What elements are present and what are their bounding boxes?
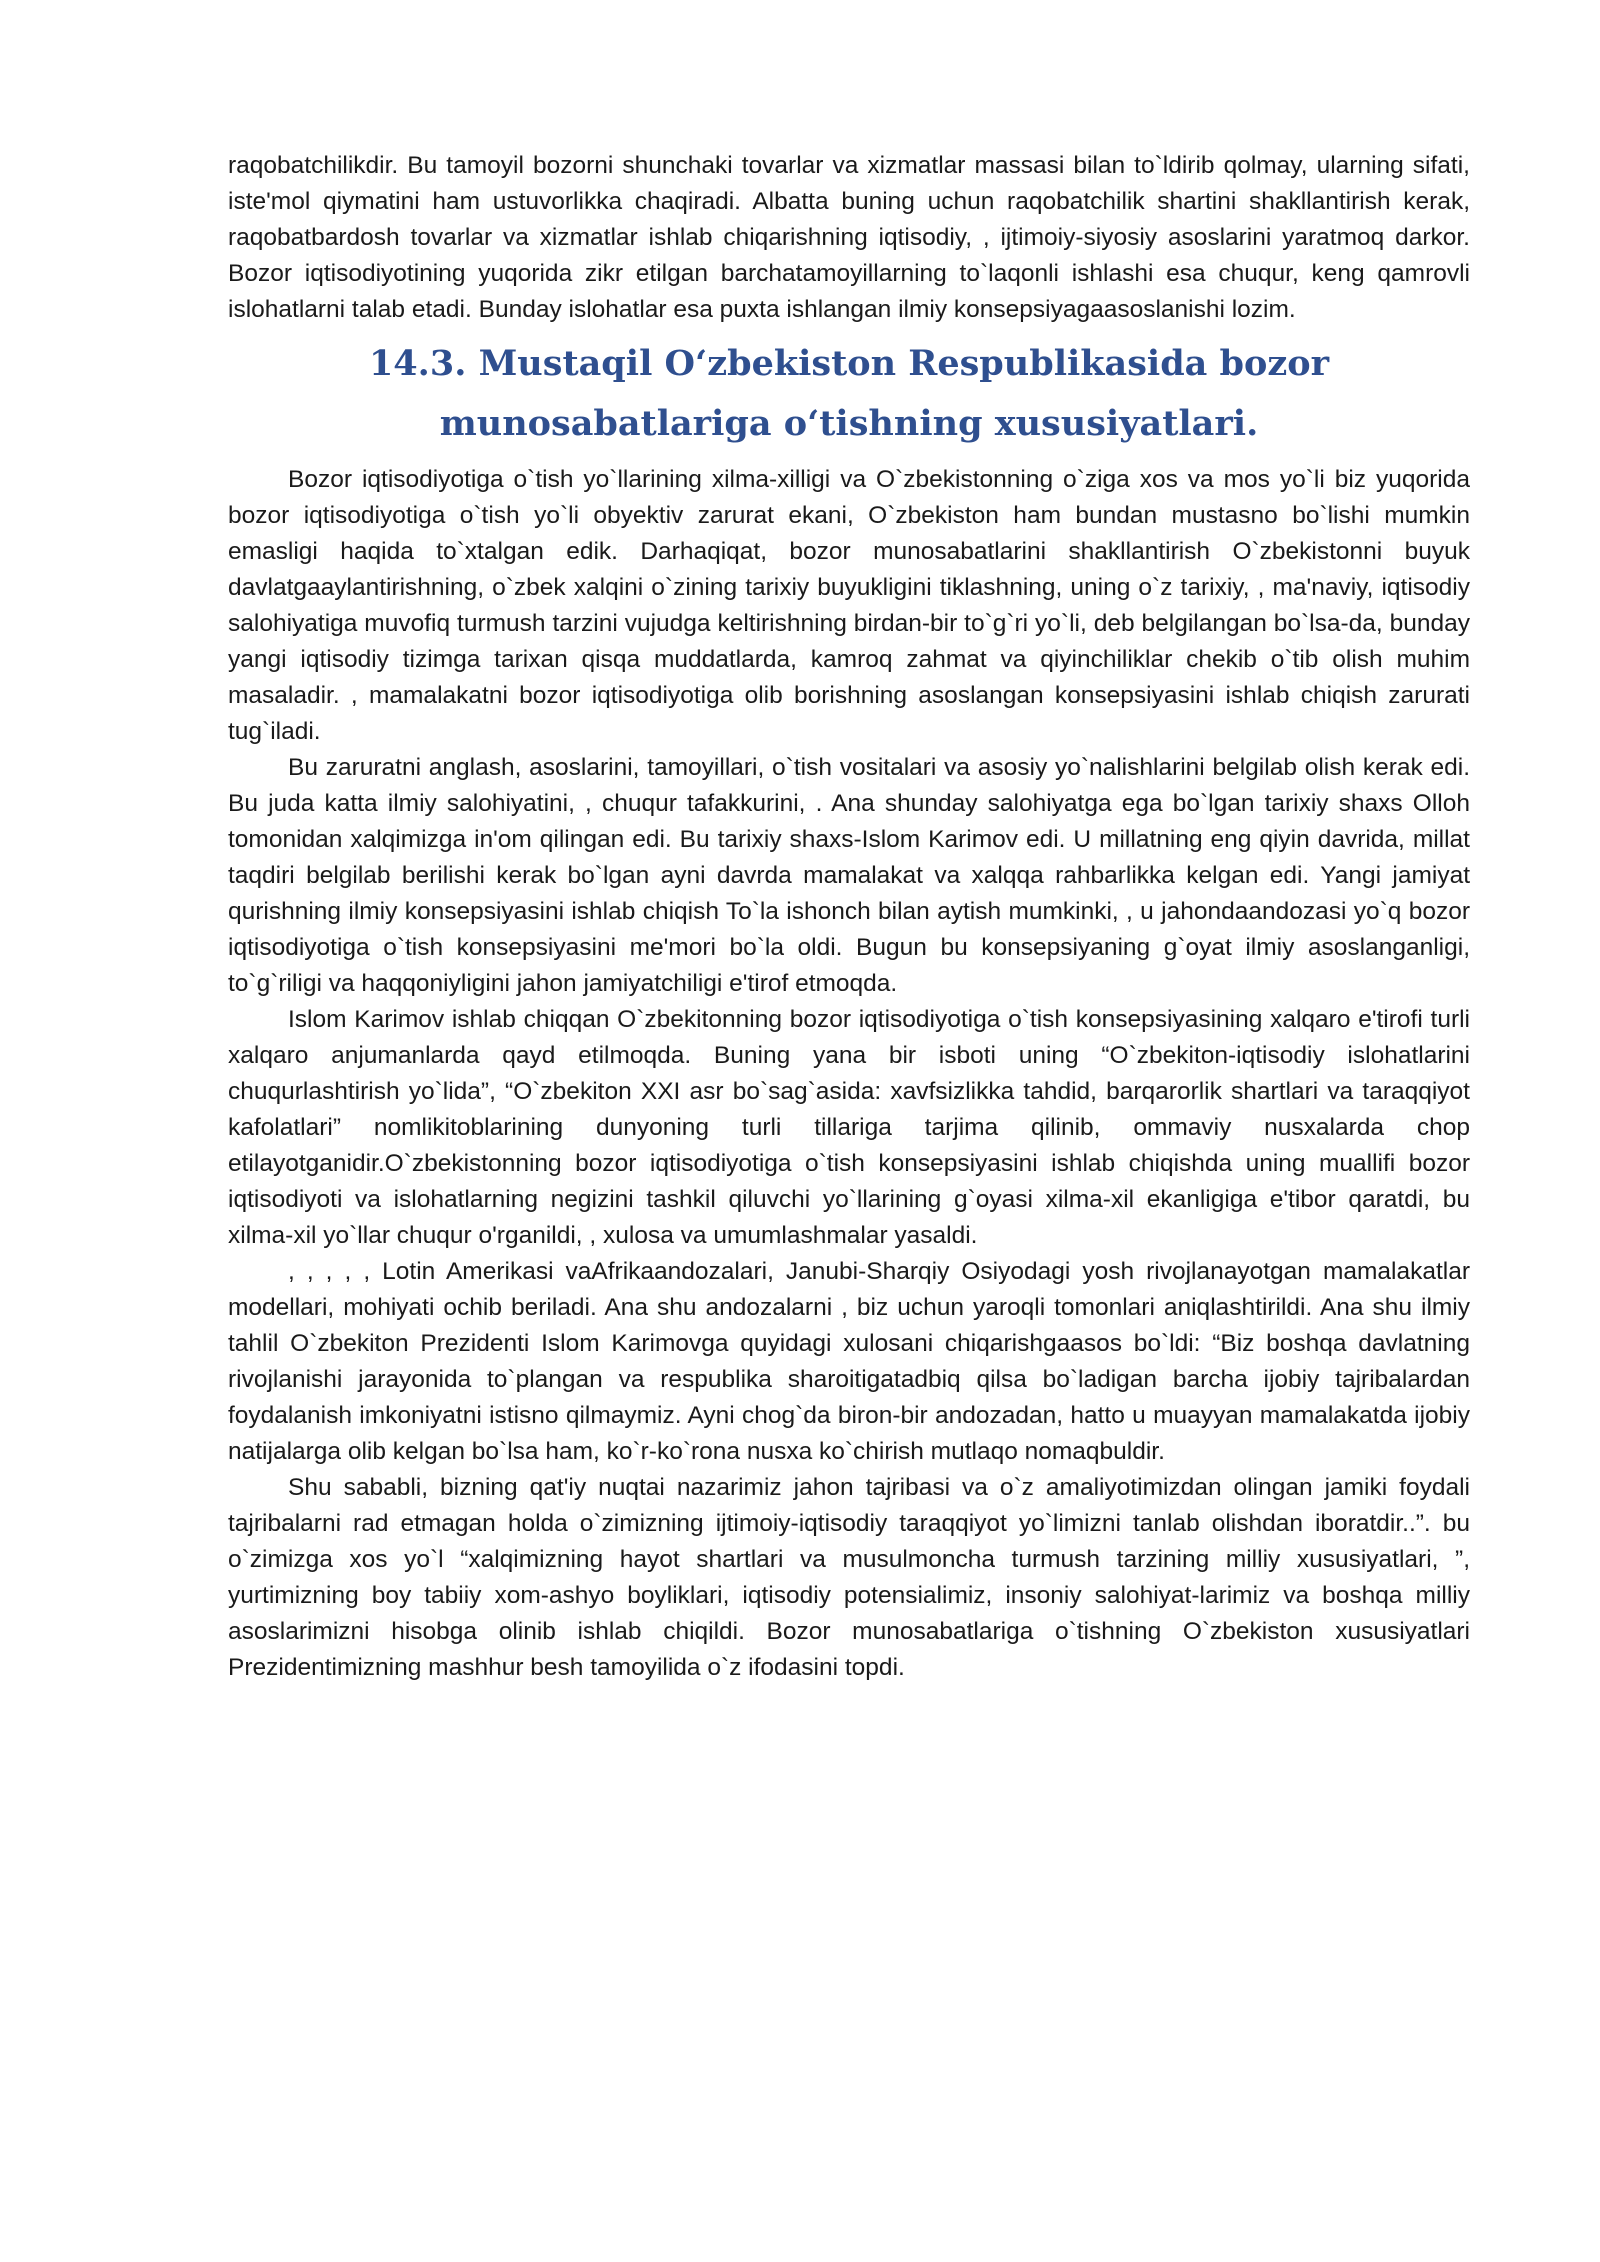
paragraph-2: Bu zaruratni anglash, asoslarini, tamoyillari, o`tish vositalari va asosiy yo`nalishlarini belgilab olish kerak edi. Bu juda katta ilmiy salohiyatini, , chuqur tafakkurini, . Ana shunday salohiyatga ega bo`lgan tarixiy shaxs Olloh tomonidan xalqimizga in'om qilingan edi. Bu tarixiy shaxs-Islom Karimov edi. U millatning eng qiyin davrida, millat taqdiri belgilab berilishi kerak bo`lgan ayni davrda mamalakat va xalqqa rahbarlikka kelgan edi. Yangi jamiyat qurishning ilmiy konsepsiyasini ishlab chiqish To`la ishonch bilan aytish mumkinki, , u jahondaandozasi yo`q bozor iqtisodiyotiga o`tish konsepsiyasini me'mori bo`la oldi. Bugun bu konsepsiyaning g`oyat ilmiy asoslanganligi, to`g`riligi va haqqoniyligini jahon jamiyatchiligi e'tirof etmoqda. (228, 754, 1470, 997)
paragraph-4: , , , , , Lotin Amerikasi vaAfrikaandozalari, Janubi-Sharqiy Osiyodagi yosh rivojlanayotgan mamalakatlar modellari, mohiyati ochib beriladi. Ana shu andozalarni , biz uchun yaroqli tomonlari aniqlashtirildi. Ana shu ilmiy tahlil O`zbekiton Prezidenti Islom Karimovga quyidagi xulosani chiqarishgaasos bo`ldi: “Biz boshqa davlatning rivojlanishi jarayonida to`plangan va respublika sharoitigatadbiq qilsa bo`ladigan barcha ijobiy tajribalardan foydalanish imkoniyatni istisno qilmaymiz. Ayni chog`da biron-bir andozadan, hatto u muayyan mamalakatda ijobiy natijalarga olib kelgan bo`lsa ham, ko`r-ko`rona nusxa ko`chirish mutlaqo nomaqbuldir. (228, 1258, 1470, 1465)
paragraph-1: Bozor iqtisodiyotiga o`tish yo`llarining xilma-xilligi va O`zbekistonning o`ziga xos va mos yo`li biz yuqorida bozor iqtisodiyotiga o`tish yo`li obyektiv zarurat ekani, O`zbekiston ham bundan mustasno bo`lishi mumkin emasligi haqida to`xtalgan edik. Darhaqiqat, bozor munosabatlarini shakllantirish O`zbekistonni buyuk davlatgaaylantirishning, o`zbek xalqini o`zining tarixiy buyukligini tiklashning, uning o`z tarixiy, , ma'naviy, iqtisodiy salohiyatiga muvofiq turmush tarzini vujudga keltirishning birdan-bir to`g`ri yo`li, deb belgilangan bo`lsa-da, bunday yangi iqtisodiy tizimga tarixan qisqa muddatlarda, kamroq zahmat va qiyinchiliklar chekib o`tib olish muhim masaladir. , mamalakatni bozor iqtisodiyotiga olib borishning asoslangan konsepsiyasini ishlab chiqish zarurati tug`iladi. (228, 466, 1470, 745)
section-heading (228, 334, 1470, 454)
document-body (228, 148, 1470, 1686)
section-heading-line-1: 14.3. Mustaqil O‘zbekiston Respublikasida bozor (368, 343, 1330, 384)
paragraph-3: Islom Karimov ishlab chiqqan O`zbekitonning bozor iqtisodiyotiga o`tish konsepsiyasining xalqaro e'tirofi turli xalqaro anjumanlarda qayd etilmoqda. Buning yana bir isboti uning “O`zbekiton-iqtisodiy islohatlarini chuqurlashtirish yo`lida”, “O`zbekiton XXI asr bo`sag`asida: xavfsizlikka tahdid, barqarorlik shartlari va taraqqiyot kafolatlari” nomlikitoblarining dunyoning turli tillariga tarjima qilinib, ommaviy nusxalarda chop etilayotganidir.O`zbekistonning bozor iqtisodiyotiga o`tish konsepsiyasini ishlab chiqishda uning muallifi bozor iqtisodiyoti va islohatlarning negizini tashkil qiluvchi yo`llarining g`oyasi xilma-xil ekanligiga e'tibor qaratdi, bu xilma-xil yo`llar chuqur o'rganildi, , xulosa va umumlashmalar yasaldi. (228, 1006, 1470, 1249)
paragraph-5: Shu sababli, bizning qat'iy nuqtai nazarimiz jahon tajribasi va o`z amaliyotimizdan olingan jamiki foydali tajribalarni rad etmagan holda o`zimizning ijtimoiy-iqtisodiy taraqqiyot yo`limizni tanlab olishdan iboratdir..”. bu o`zimizga xos yo`l “xalqimizning hayot shartlari va musulmoncha turmush tarzining milliy xususiyatlari, ”, yurtimizning boy tabiiy xom-ashyo boyliklari, iqtisodiy potensialimiz, insoniy salohiyat-larimiz va boshqa milliy asoslarimizni hisobga olinib ishlab chiqildi. Bozor munosabatlariga o`tishning O`zbekiston xususiyatlari Prezidentimizning mashhur besh tamoyilida o`z ifodasini topdi. (228, 1474, 1470, 1681)
intro-paragraph: raqobatchilikdir. Bu tamoyil bozorni shunchaki tovarlar va xizmatlar massasi bilan to`ldirib qolmay, ularning sifati, iste'mol qiymatini ham ustuvorlikka chaqiradi. Albatta buning uchun raqobatchilik shartini shakllantirish kerak, raqobatbardosh tovarlar va xizmatlar ishlab chiqarishning iqtisodiy, , ijtimoiy-siyosiy asoslarini yaratmoq darkor. Bozor iqtisodiyotining yuqorida zikr etilgan barchatamoyillarning to`laqonli ishlashi esa chuqur, keng qamrovli islohatlarni talab etadi. Bunday islohatlar esa puxta ishlangan ilmiy konsepsiyagaasoslanishi lozim. (228, 152, 1470, 323)
section-heading-line-2: munosabatlariga o‘tishning xususiyatlari. (439, 403, 1259, 444)
